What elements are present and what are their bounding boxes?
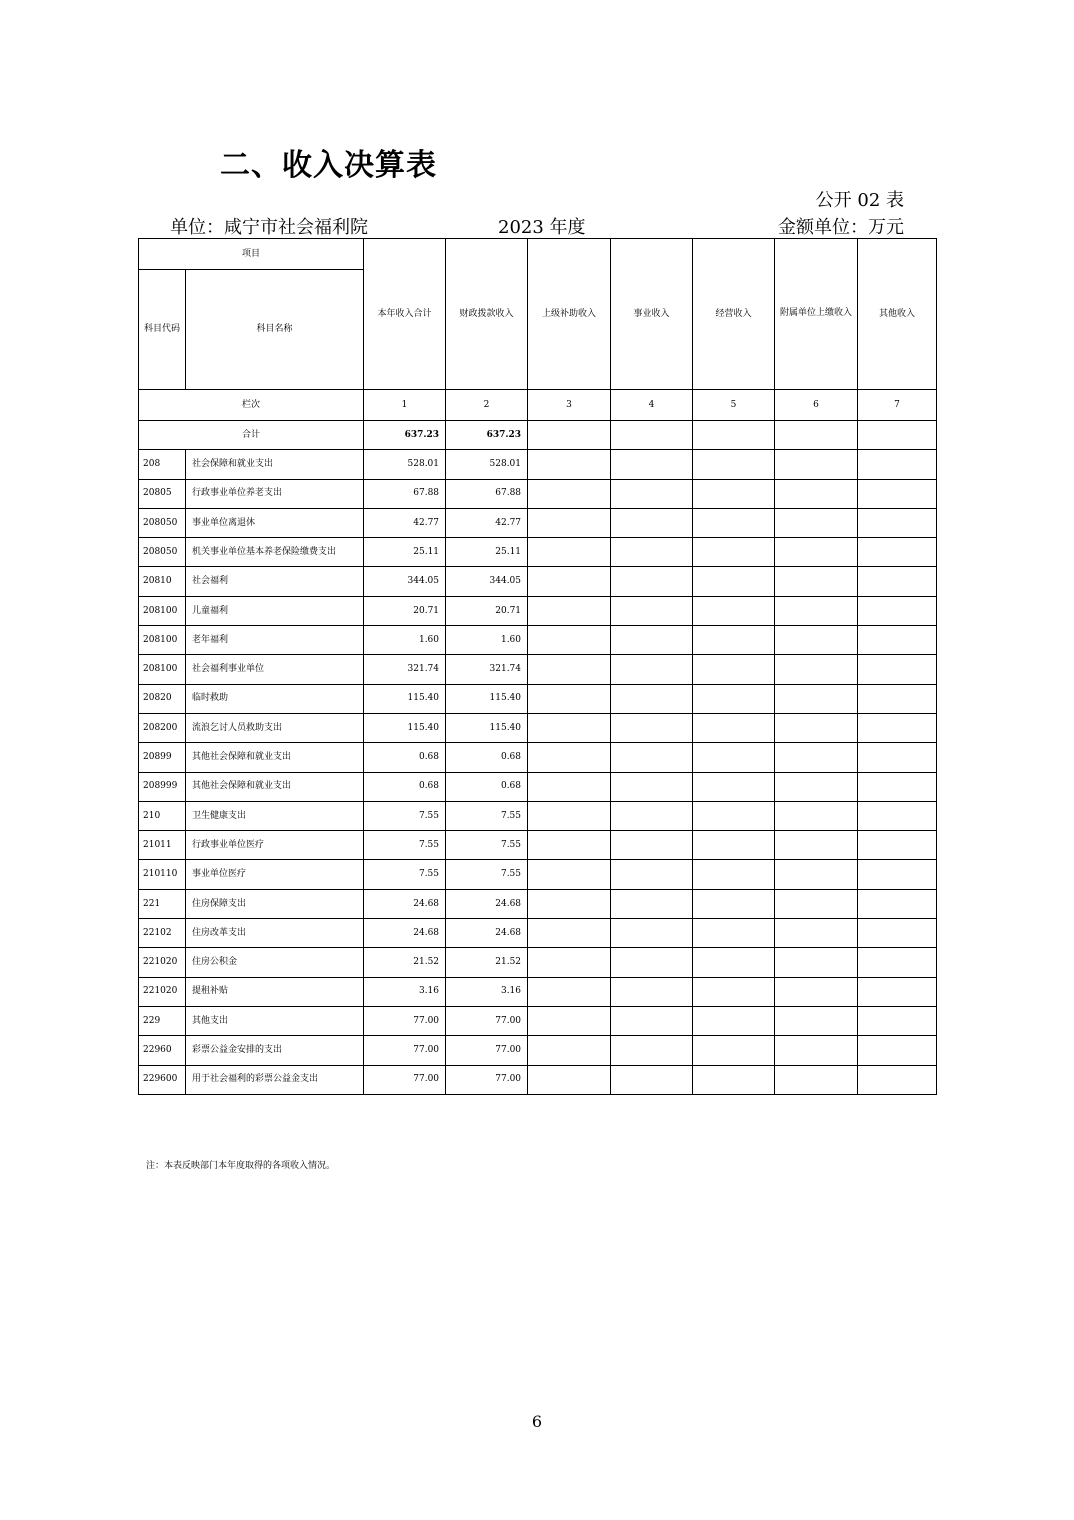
row-value — [528, 1006, 611, 1035]
row-value: 67.88 — [446, 479, 528, 508]
row-value — [693, 655, 775, 684]
row-value — [611, 919, 693, 948]
row-value: 3.16 — [446, 977, 528, 1006]
row-value: 25.11 — [446, 538, 528, 567]
row-name: 彩票公益金安排的支出 — [186, 1036, 364, 1065]
header-col-5: 经营收入 — [693, 239, 775, 390]
row-value: 344.05 — [364, 567, 446, 596]
table-row — [139, 713, 937, 742]
row-value — [611, 567, 693, 596]
header-col-4: 事业收入 — [611, 239, 693, 390]
row-value — [858, 1065, 937, 1094]
row-name: 提租补贴 — [186, 977, 364, 1006]
row-value — [858, 567, 937, 596]
row-value — [693, 977, 775, 1006]
row-code: 208 — [139, 450, 186, 479]
row-value: 344.05 — [446, 567, 528, 596]
row-value: 115.40 — [364, 684, 446, 713]
row-code: 22102 — [139, 919, 186, 948]
row-value — [858, 1006, 937, 1035]
row-value: 77.00 — [446, 1036, 528, 1065]
row-value — [528, 508, 611, 537]
index-5: 5 — [693, 390, 775, 421]
row-value — [858, 1036, 937, 1065]
header-col-3: 上级补助收入 — [528, 239, 611, 390]
row-value: 77.00 — [364, 1036, 446, 1065]
income-table — [138, 238, 937, 1095]
page-title: 二、收入决算表 — [220, 148, 437, 183]
row-value: 0.68 — [446, 772, 528, 801]
row-value — [611, 801, 693, 830]
total-value: 637.23 — [446, 421, 528, 450]
row-value — [775, 684, 858, 713]
row-name: 住房公积金 — [186, 948, 364, 977]
row-value — [528, 977, 611, 1006]
row-code: 20820 — [139, 684, 186, 713]
table-row — [139, 977, 937, 1006]
row-value — [693, 538, 775, 567]
table-row — [139, 889, 937, 918]
header-col-1: 本年收入合计 — [364, 239, 446, 390]
row-code: 210 — [139, 801, 186, 830]
index-4: 4 — [611, 390, 693, 421]
row-value — [528, 626, 611, 655]
table-row — [139, 655, 937, 684]
row-value — [858, 479, 937, 508]
row-value — [775, 801, 858, 830]
row-value — [775, 655, 858, 684]
row-name: 社会保障和就业支出 — [186, 450, 364, 479]
table-row — [139, 1006, 937, 1035]
row-code: 21011 — [139, 831, 186, 860]
row-value: 24.68 — [446, 889, 528, 918]
row-value — [528, 684, 611, 713]
header-col-6: 附属单位上缴收入 — [775, 239, 858, 390]
row-value: 77.00 — [364, 1065, 446, 1094]
header-code: 科目代码 — [139, 270, 186, 390]
row-code: 20899 — [139, 743, 186, 772]
row-value — [693, 831, 775, 860]
header-project: 项目 — [139, 239, 364, 270]
row-code: 221020 — [139, 948, 186, 977]
page-number: 6 — [531, 1412, 543, 1431]
row-value — [693, 626, 775, 655]
row-name: 老年福利 — [186, 626, 364, 655]
row-code: 20810 — [139, 567, 186, 596]
row-value — [693, 889, 775, 918]
row-code: 208999 — [139, 772, 186, 801]
row-value — [611, 948, 693, 977]
row-value: 7.55 — [364, 860, 446, 889]
total-value — [775, 421, 858, 450]
year-label: 2023 年度 — [498, 217, 586, 238]
total-value — [858, 421, 937, 450]
row-value: 7.55 — [364, 831, 446, 860]
row-value — [693, 919, 775, 948]
table-row — [139, 831, 937, 860]
table-row — [139, 743, 937, 772]
row-value — [528, 1036, 611, 1065]
row-value — [775, 831, 858, 860]
row-value — [528, 831, 611, 860]
row-value — [858, 801, 937, 830]
table-row — [139, 538, 937, 567]
table-row — [139, 479, 937, 508]
row-value — [858, 713, 937, 742]
row-code: 208200 — [139, 713, 186, 742]
row-code: 208050 — [139, 538, 186, 567]
row-value — [858, 450, 937, 479]
row-value: 115.40 — [364, 713, 446, 742]
row-value — [775, 626, 858, 655]
row-value — [528, 860, 611, 889]
row-value — [775, 567, 858, 596]
row-value — [693, 479, 775, 508]
row-value — [775, 948, 858, 977]
row-value — [858, 684, 937, 713]
row-value: 7.55 — [446, 831, 528, 860]
row-name: 社会福利 — [186, 567, 364, 596]
row-value — [611, 450, 693, 479]
row-value — [775, 1036, 858, 1065]
row-value — [611, 1065, 693, 1094]
table-row — [139, 1036, 937, 1065]
row-value — [611, 538, 693, 567]
row-code: 208100 — [139, 626, 186, 655]
row-value: 321.74 — [364, 655, 446, 684]
row-value — [775, 1065, 858, 1094]
row-value — [693, 684, 775, 713]
row-value — [611, 684, 693, 713]
index-3: 3 — [528, 390, 611, 421]
row-value — [775, 919, 858, 948]
table-row — [139, 801, 937, 830]
row-value: 24.68 — [364, 919, 446, 948]
row-value — [775, 713, 858, 742]
row-value — [858, 508, 937, 537]
total-row — [139, 421, 937, 450]
row-name: 社会福利事业单位 — [186, 655, 364, 684]
row-value — [775, 538, 858, 567]
row-name: 住房保障支出 — [186, 889, 364, 918]
index-7: 7 — [858, 390, 937, 421]
row-value — [528, 567, 611, 596]
row-value — [775, 450, 858, 479]
table-row — [139, 626, 937, 655]
row-code: 221 — [139, 889, 186, 918]
row-value: 115.40 — [446, 713, 528, 742]
row-value: 7.55 — [446, 860, 528, 889]
index-2: 2 — [446, 390, 528, 421]
row-value — [611, 889, 693, 918]
row-value — [775, 479, 858, 508]
table-row — [139, 948, 937, 977]
row-value — [775, 977, 858, 1006]
row-value — [611, 860, 693, 889]
row-code: 221020 — [139, 977, 186, 1006]
row-value: 7.55 — [364, 801, 446, 830]
row-name: 儿童福利 — [186, 596, 364, 625]
row-value — [775, 508, 858, 537]
row-name: 事业单位离退休 — [186, 508, 364, 537]
row-value: 77.00 — [446, 1006, 528, 1035]
row-value — [858, 831, 937, 860]
row-value — [693, 948, 775, 977]
row-value — [528, 1065, 611, 1094]
row-value — [611, 508, 693, 537]
row-value — [693, 743, 775, 772]
row-value: 1.60 — [364, 626, 446, 655]
row-code: 229 — [139, 1006, 186, 1035]
row-value: 0.68 — [446, 743, 528, 772]
row-value — [858, 743, 937, 772]
row-value — [693, 713, 775, 742]
row-code: 208100 — [139, 655, 186, 684]
row-value: 24.68 — [364, 889, 446, 918]
header-col-7: 其他收入 — [858, 239, 937, 390]
row-value — [858, 977, 937, 1006]
row-name: 住房改革支出 — [186, 919, 364, 948]
row-value — [858, 772, 937, 801]
table-row — [139, 567, 937, 596]
row-value — [858, 948, 937, 977]
row-value — [528, 713, 611, 742]
total-value: 637.23 — [364, 421, 446, 450]
row-value: 0.68 — [364, 743, 446, 772]
row-value: 24.68 — [446, 919, 528, 948]
total-value — [611, 421, 693, 450]
row-value: 1.60 — [446, 626, 528, 655]
form-number: 公开 02 表 — [815, 190, 904, 211]
table-row — [139, 860, 937, 889]
row-value — [528, 772, 611, 801]
row-value — [693, 1065, 775, 1094]
row-value — [528, 948, 611, 977]
row-value — [611, 626, 693, 655]
row-value: 77.00 — [446, 1065, 528, 1094]
row-name: 其他社会保障和就业支出 — [186, 743, 364, 772]
row-value — [693, 860, 775, 889]
row-value — [611, 1036, 693, 1065]
row-value: 77.00 — [364, 1006, 446, 1035]
row-value: 67.88 — [364, 479, 446, 508]
row-value: 528.01 — [364, 450, 446, 479]
money-unit-label: 金额单位：万元 — [778, 217, 904, 238]
row-value: 42.77 — [364, 508, 446, 537]
row-value — [611, 713, 693, 742]
row-value: 25.11 — [364, 538, 446, 567]
row-value — [611, 772, 693, 801]
row-name: 行政事业单位养老支出 — [186, 479, 364, 508]
row-value — [611, 596, 693, 625]
row-value — [528, 479, 611, 508]
row-name: 机关事业单位基本养老保险缴费支出 — [186, 538, 364, 567]
row-code: 229600 — [139, 1065, 186, 1094]
table-row — [139, 596, 937, 625]
row-value — [775, 743, 858, 772]
unit-label: 单位：咸宁市社会福利院 — [170, 217, 368, 238]
row-value — [693, 508, 775, 537]
row-value: 21.52 — [446, 948, 528, 977]
row-name: 其他支出 — [186, 1006, 364, 1035]
row-value — [611, 831, 693, 860]
row-value: 7.55 — [446, 801, 528, 830]
row-value — [693, 567, 775, 596]
row-value — [775, 889, 858, 918]
row-value: 115.40 — [446, 684, 528, 713]
table-row — [139, 508, 937, 537]
row-value: 528.01 — [446, 450, 528, 479]
row-value: 20.71 — [446, 596, 528, 625]
total-label: 合计 — [139, 421, 364, 450]
row-value — [693, 450, 775, 479]
row-value: 42.77 — [446, 508, 528, 537]
row-value — [775, 772, 858, 801]
row-value — [528, 743, 611, 772]
row-value — [858, 655, 937, 684]
row-name: 流浪乞讨人员救助支出 — [186, 713, 364, 742]
row-value — [528, 919, 611, 948]
row-value — [775, 1006, 858, 1035]
table-row — [139, 919, 937, 948]
table-row — [139, 772, 937, 801]
row-value — [775, 596, 858, 625]
row-value — [858, 596, 937, 625]
row-name: 行政事业单位医疗 — [186, 831, 364, 860]
row-value — [693, 801, 775, 830]
row-value — [611, 743, 693, 772]
header-name: 科目名称 — [186, 270, 364, 390]
index-6: 6 — [775, 390, 858, 421]
total-value — [528, 421, 611, 450]
header-index-label: 栏次 — [139, 390, 364, 421]
row-code: 210110 — [139, 860, 186, 889]
row-name: 用于社会福利的彩票公益金支出 — [186, 1065, 364, 1094]
row-code: 20805 — [139, 479, 186, 508]
row-value — [858, 626, 937, 655]
row-value — [528, 538, 611, 567]
table-row — [139, 450, 937, 479]
row-value — [528, 889, 611, 918]
header-col-2: 财政拨款收入 — [446, 239, 528, 390]
row-value — [693, 1006, 775, 1035]
row-value — [528, 596, 611, 625]
row-value: 0.68 — [364, 772, 446, 801]
table-row — [139, 684, 937, 713]
table-note: 注：本表反映部门本年度取得的各项收入情况。 — [146, 1161, 336, 1171]
row-name: 事业单位医疗 — [186, 860, 364, 889]
row-value — [528, 655, 611, 684]
row-value — [775, 860, 858, 889]
row-value — [693, 1036, 775, 1065]
row-value — [528, 450, 611, 479]
row-value — [611, 1006, 693, 1035]
row-value — [528, 801, 611, 830]
row-name: 临时救助 — [186, 684, 364, 713]
row-value — [858, 860, 937, 889]
total-value — [693, 421, 775, 450]
row-value — [858, 538, 937, 567]
row-value — [611, 479, 693, 508]
row-value — [693, 772, 775, 801]
index-1: 1 — [364, 390, 446, 421]
row-value — [858, 919, 937, 948]
row-value — [693, 596, 775, 625]
row-name: 卫生健康支出 — [186, 801, 364, 830]
row-value — [858, 889, 937, 918]
table-row — [139, 1065, 937, 1094]
row-name: 其他社会保障和就业支出 — [186, 772, 364, 801]
row-value — [611, 655, 693, 684]
row-value: 20.71 — [364, 596, 446, 625]
row-code: 22960 — [139, 1036, 186, 1065]
row-value — [611, 977, 693, 1006]
row-value: 21.52 — [364, 948, 446, 977]
row-value: 3.16 — [364, 977, 446, 1006]
row-code: 208050 — [139, 508, 186, 537]
row-code: 208100 — [139, 596, 186, 625]
row-value: 321.74 — [446, 655, 528, 684]
